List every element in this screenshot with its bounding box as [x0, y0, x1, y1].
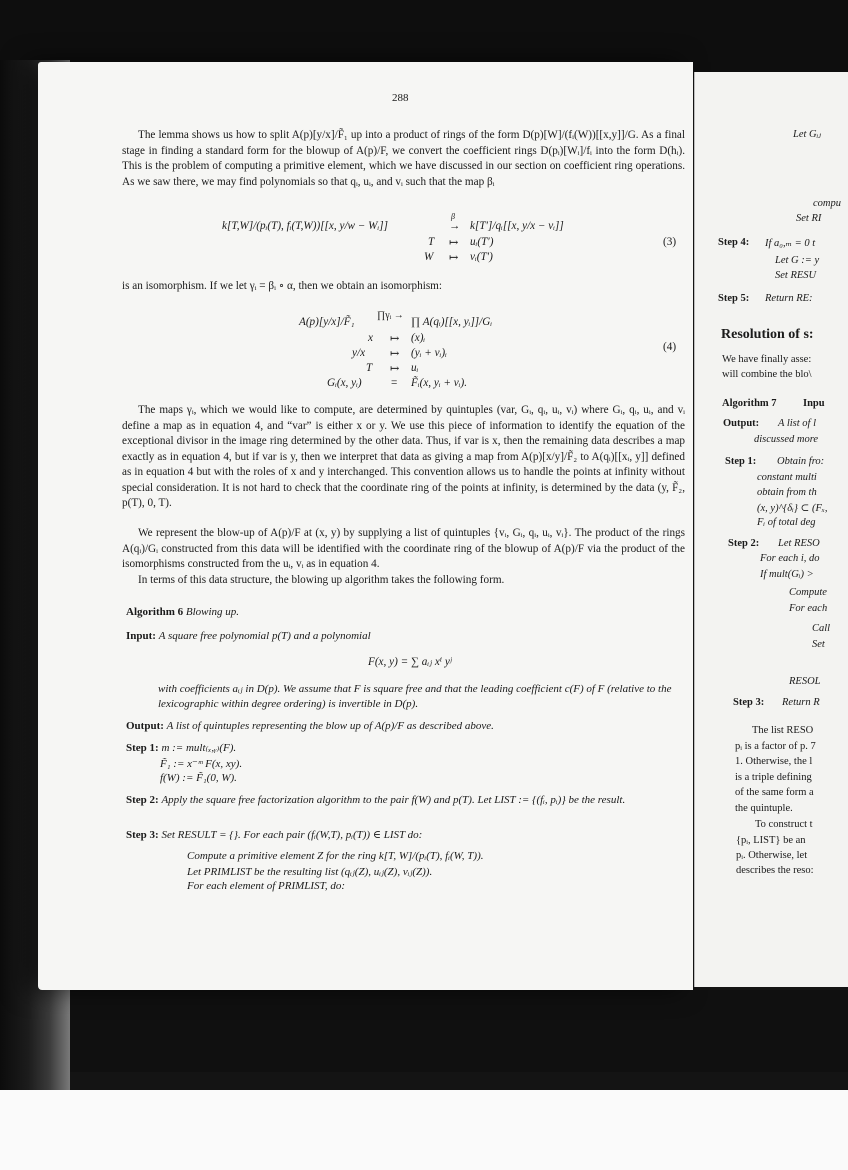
eq4-r1-arrow: ∏γᵢ → — [377, 310, 404, 321]
right-output-label: Output: — [723, 418, 760, 429]
eq3-row1-rhs: k[T′]/qᵢ[[x, y/x − vᵢ]] — [470, 220, 564, 232]
eq3-row1-lhs: k[T,W]/(pᵢ(T), fᵢ(T,W))[[x, y/w − Wᵢ]] — [222, 220, 388, 232]
eq4-r4-lhs: T — [366, 362, 373, 374]
step3-line-c: For each element of PRIMLIST, do: — [187, 880, 346, 892]
right-line-33: To construct t — [755, 819, 813, 830]
scanner-bed-white — [0, 1090, 848, 1170]
eq3-row3-rhs: vᵢ(T′) — [470, 251, 493, 263]
output-text: A list of quintuples representing the blow up of A(p)/F as described above. — [166, 720, 494, 732]
dark-background-bottom — [70, 990, 848, 1072]
eq4-r5-rhs: F̃ᵢ(x, yᵢ + vᵢ). — [411, 377, 468, 389]
right-line-11: A list of l — [778, 418, 817, 429]
step1-label: Step 1: — [126, 742, 159, 754]
right-step3-label: Step 3: — [733, 697, 765, 708]
step1-line-a: m := mult₍ₓ,ᵧ₎(F). — [161, 742, 237, 754]
step-2 — [126, 793, 686, 808]
right-line-5: Let G := y — [775, 255, 820, 266]
eq3-row2-arrow: ↦ — [449, 237, 459, 249]
eq4-r3-arrow: ↦ — [390, 348, 400, 360]
right-line-31: of the same form a — [735, 787, 814, 798]
output-label: Output: — [126, 720, 164, 732]
eq4-number: (4) — [663, 341, 677, 353]
right-line-19: For each i, do — [760, 553, 820, 564]
right-line-24: Set — [812, 639, 825, 650]
eq4-r4-arrow: ↦ — [390, 363, 400, 375]
algo-title — [126, 605, 686, 620]
right-line-1: Let Gᵢⱼ — [793, 129, 822, 140]
right-section-heading: Resolution of s: — [721, 327, 814, 342]
right-step5-label: Step 5: — [718, 293, 750, 304]
step2-text: Apply the square free factorization algorithm to the pair f(W) and p(T). Let LIST := {(fᵢ, pᵢ)} be the result. — [161, 794, 626, 806]
step3-label: Step 3: — [126, 829, 159, 841]
right-line-35: pᵢ. Otherwise, let — [736, 850, 808, 861]
eq4-r2-lhs: x — [368, 332, 373, 344]
input-text: A square free polynomial p(T) and a polynomial — [158, 630, 371, 642]
right-line-2: compu — [813, 198, 841, 209]
paragraph-3: The maps γᵢ, which we would like to compute, are determined by quintuples (var, Gᵢ, qᵢ, uᵢ, vᵢ) where Gᵢ, qᵢ, uᵢ, and vᵢ define a map as in equation 4, and “var” is either x or y. We use this piece of information to identify the equation of the exceptional divisor in the image ring determined by the other data. Thus, if var is x, then the remaining data describes a map exactly as in equation 4, but if var is y, then we interpret that data as giving a map from A(p)[x/y]/F̃₂ to A(qᵢ)[[xᵢ, y]] defined as in equation 4 but with the roles of x and y interchanged. This convention allows us to handle the points at infinity without special consideration. It is not hard to check that the coordinate ring of the points at infinity, is determined by the data (y, F̃₂, p(T), 0, T). — [122, 404, 685, 509]
algo-input — [126, 629, 686, 644]
right-line-22: For each — [789, 603, 828, 614]
right-line-25: RESOL — [789, 676, 821, 687]
right-step2-label: Step 2: — [728, 538, 760, 549]
right-line-28: pᵢ is a factor of p. 7 — [735, 741, 816, 752]
paragraph-4: We represent the blow-up of A(p)/F at (x, y) by supplying a list of quintuples {vᵢ, Gᵢ, qᵢ, uᵢ, vᵢ}. The product of the rings A(qᵢ)/Gᵢ constructed from this data will be identified with the coordinate ring of the blowup of A(p)/F via the product of the isomorphisms constructed from the uᵢ, vᵢ as in equation 4. — [122, 527, 685, 570]
algo-output — [126, 719, 686, 734]
eq4-r3-rhs: (yᵢ + vᵢ)ᵢ — [411, 347, 447, 359]
right-line-7: Return RE: — [765, 293, 813, 304]
right-line-12: discussed more — [754, 434, 819, 445]
right-algo7-label: Algorithm 7 — [722, 398, 777, 409]
step1-line-b: F̃₁ := x⁻ᵐ F(x, xy). — [160, 758, 243, 770]
eq4-r3-lhs: y/x — [352, 347, 366, 359]
right-line-9: will combine the blo\ — [722, 369, 812, 380]
input-formula: F(x, y) = ∑ aᵢⱼ xⁱ yʲ — [368, 656, 452, 668]
step-1 — [126, 741, 686, 756]
right-line-29: 1. Otherwise, the l — [735, 756, 813, 767]
right-line-27: The list RESO — [752, 725, 814, 736]
eq3-row3-lhs: W — [424, 251, 434, 263]
right-line-3: Set RI — [796, 213, 822, 224]
right-line-20: If mult(Gᵢ) > — [760, 569, 814, 580]
right-line-18: Let RESO — [778, 538, 820, 549]
right-line-6: Set RESU — [775, 270, 817, 281]
eq3-row2-lhs: T — [428, 236, 435, 248]
eq4-r1-rhs: ∏ A(qᵢ)[[x, yᵢ]]/Gᵢ — [411, 316, 493, 328]
right-line-32: the quintuple. — [735, 803, 793, 814]
right-line-26: Return R — [782, 697, 820, 708]
step3-line-a: Compute a primitive element Z for the ring k[T, W]/(pᵢ(T), fᵢ(W, T)). — [187, 850, 484, 862]
input-label: Input: — [126, 630, 156, 642]
right-line-15: obtain from th — [757, 487, 817, 498]
right-line-36: describes the reso: — [736, 865, 814, 876]
right-step1-label: Step 1: — [725, 456, 757, 467]
eq4-r2-arrow: ↦ — [390, 333, 400, 345]
step1-line-c: f(W) := F̃₁(0, W). — [160, 772, 237, 784]
eq3-row3-arrow: ↦ — [449, 252, 459, 264]
step3-line-b: Let PRIMLIST be the resulting list (qᵢⱼ(Z), uᵢⱼ(Z), vᵢⱼ(Z)). — [187, 866, 433, 878]
right-step4-label: Step 4: — [718, 237, 750, 248]
right-line-17: Fᵢ of total deg — [757, 517, 816, 528]
right-line-30: is a triple defining — [735, 772, 812, 783]
right-line-23: Call — [812, 623, 831, 634]
algo-title-label: Algorithm 6 — [126, 606, 184, 618]
algo-title-text: Blowing up. — [185, 606, 240, 618]
eq3-row2-rhs: uᵢ(T′) — [470, 236, 494, 248]
eq4-r2-rhs: (x)ᵢ — [411, 332, 426, 344]
eq3-row1-label: β — [451, 212, 455, 221]
right-line-14: constant multi — [757, 472, 817, 483]
right-line-13: Obtain fro: — [777, 456, 825, 467]
paragraph-1: The lemma shows us how to split A(p)[y/x]/F̃₁ up into a product of rings of the form D(p)[W]/(fᵢ(W))[[x,y]]/G. As a final stage in finding a standard form for the blowup of A(p)/F, we convert the coefficient rings D(pᵢ)[Wᵢ]/fᵢ into the form D(hᵢ). This is the problem of computing a primitive element, which we have discussed in our section on coefficient ring operations. As we saw there, we may find polynomials so that qᵢ, uᵢ, and vᵢ such that the map βᵢ — [122, 129, 685, 188]
paragraph-5: In terms of this data structure, the blowing up algorithm takes the following form. — [138, 574, 505, 586]
eq4-r4-rhs: uᵢ — [411, 362, 419, 374]
step-3 — [126, 828, 686, 843]
step3-text: Set RESULT = {}. For each pair (fᵢ(W,T), pᵢ(T)) ∈ LIST do: — [161, 829, 423, 841]
right-line-21: Compute — [789, 587, 827, 598]
eq4-r5-lhs: Gᵢ(x, yᵢ) — [327, 377, 362, 389]
paragraph-2: is an isomorphism. If we let γᵢ = βᵢ ∘ α, then we obtain an isomorphism: — [122, 280, 442, 292]
right-line-34: {pᵢ, LIST} be an — [736, 835, 806, 846]
right-line-8: We have finally asse: — [722, 354, 812, 365]
right-line-16: (x, y)^{δᵢ} ⊂ (Fₓ, — [757, 503, 828, 514]
input-continuation: with coefficients aᵢⱼ in D(p). We assume that F is square free and that the leading coefficient c(F) of F (relative to the lexicographic within degree ordering) is invertible in D(p). — [158, 683, 672, 710]
right-line-10: Inpu — [803, 398, 825, 409]
eq3-number: (3) — [663, 236, 677, 248]
eq4-r1-lhs: A(p)[y/x]/F̃₁ — [299, 316, 355, 328]
page-number: 288 — [392, 92, 409, 104]
eq4-r5-arrow: = — [391, 377, 398, 389]
step2-label: Step 2: — [126, 794, 159, 806]
right-line-4: If a₀,ₘ = 0 t — [765, 238, 816, 249]
eq3-row1-arrow: → — [449, 220, 461, 232]
